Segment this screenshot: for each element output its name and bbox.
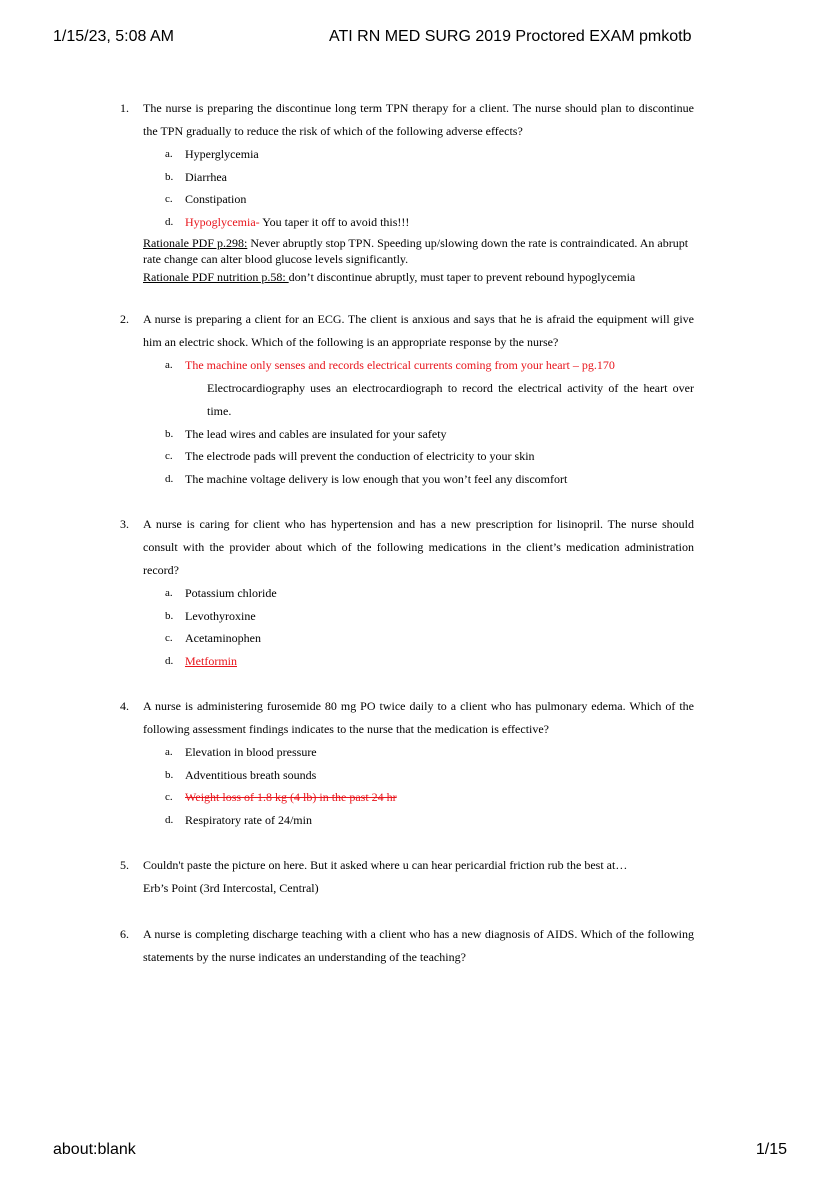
option-c xyxy=(120,188,694,211)
option-text: Potassium chloride xyxy=(185,586,277,600)
question-number: 6. xyxy=(120,927,129,941)
option-d-correct xyxy=(120,211,694,234)
question-stem: A nurse is administering furosemide 80 mg PO twice daily to a client who has pulmonary edema. Which of the following assessment findings indicates to the nurse that the medication is effective? xyxy=(143,699,694,736)
question-5 xyxy=(120,854,694,900)
answer-options xyxy=(120,354,694,490)
option-letter: d. xyxy=(165,813,174,826)
question-6 xyxy=(120,923,694,969)
option-letter: b. xyxy=(165,427,174,440)
option-text: Acetaminophen xyxy=(185,631,261,645)
question-stem: A nurse is completing discharge teaching with a client who has a new diagnosis of AIDS. Which of the following statements by the nurse indicates an understanding of the teaching? xyxy=(143,927,694,964)
option-text: Hyperglycemia xyxy=(185,147,259,161)
question-number: 2. xyxy=(120,312,129,326)
question-2 xyxy=(120,308,694,490)
option-d xyxy=(120,468,694,491)
question-stem: A nurse is preparing a client for an ECG. The client is anxious and says that he is afraid the equipment will give him an electric shock. Which of the following is an appropriate response by the nurse? xyxy=(143,312,694,349)
option-text: The machine voltage delivery is low enough that you won’t feel any discomfort xyxy=(185,471,568,486)
option-letter: b. xyxy=(165,170,174,183)
answer-options xyxy=(120,741,694,831)
question-number: 4. xyxy=(120,699,129,713)
option-b xyxy=(120,764,694,787)
option-text: The lead wires and cables are insulated for your safety xyxy=(185,426,447,441)
question-number: 3. xyxy=(120,517,129,531)
correct-answer: Metformin xyxy=(185,653,237,668)
option-b xyxy=(120,423,694,446)
option-a-correct xyxy=(120,354,694,377)
print-timestamp: 1/15/23, 5:08 AM xyxy=(53,28,174,45)
option-b xyxy=(120,166,694,189)
option-c xyxy=(120,627,694,650)
question-answer: Erb’s Point (3rd Intercostal, Central) xyxy=(143,881,319,895)
question-stem: Couldn't paste the picture on here. But it asked where u can hear pericardial friction rub the best at… xyxy=(143,858,628,872)
answer-note: You taper it off to avoid this!!! xyxy=(259,214,410,229)
option-letter: a. xyxy=(165,148,173,160)
option-d-correct xyxy=(120,650,694,673)
option-letter: c. xyxy=(165,193,173,205)
option-letter: b. xyxy=(165,609,174,622)
correct-answer: Hypoglycemia- xyxy=(185,214,260,229)
page-number: 1/15 xyxy=(755,1141,787,1158)
option-letter: a. xyxy=(165,587,173,599)
page-url: about:blank xyxy=(53,1141,136,1158)
question-1 xyxy=(120,97,694,285)
question-3 xyxy=(120,513,694,672)
option-b xyxy=(120,605,694,628)
correct-answer: Weight loss of 1.8 kg (4 lb) in the past 24 hr xyxy=(185,790,397,804)
option-letter: c. xyxy=(165,632,173,644)
rationale-pdf xyxy=(120,235,694,267)
option-text: Adventitious breath sounds xyxy=(185,767,317,782)
question-number: 5. xyxy=(120,858,129,872)
correct-answer: The machine only senses and records electrical currents coming from your heart – pg.170 xyxy=(185,358,615,372)
option-a xyxy=(120,741,694,764)
rationale-text: Never abruptly stop TPN. Speeding up/slowing down the rate is contraindicated. An abrupt rate change can alter blood glucose levels significantly. xyxy=(143,236,689,266)
exam-document xyxy=(120,97,694,992)
option-a xyxy=(120,143,694,166)
option-text: The electrode pads will prevent the conduction of electricity to your skin xyxy=(185,449,535,463)
option-letter: c. xyxy=(165,791,173,803)
rationale-text: don’t discontinue abruptly, must taper to prevent rebound hypoglycemia xyxy=(288,270,636,284)
rationale-label: Rationale PDF p.298: xyxy=(143,236,248,250)
option-letter: d. xyxy=(165,215,174,228)
option-d xyxy=(120,809,694,832)
option-text: Diarrhea xyxy=(185,169,227,184)
option-text: Respiratory rate of 24/min xyxy=(185,812,312,827)
answer-options xyxy=(120,582,694,672)
answer-options xyxy=(120,143,694,233)
rationale-nutrition xyxy=(120,269,694,285)
rationale-label: Rationale PDF nutrition p.58: xyxy=(143,270,289,284)
option-text: Elevation in blood pressure xyxy=(185,745,317,759)
question-4 xyxy=(120,695,694,831)
option-text xyxy=(185,211,694,234)
question-stem: A nurse is caring for client who has hypertension and has a new prescription for lisinopril. The nurse should consult with the provider about which of the following medications in the client’s medication administration record? xyxy=(143,517,694,577)
option-letter: c. xyxy=(165,450,173,462)
answer-explanation: Electrocardiography uses an electrocardiograph to record the electrical activity of the heart over time. xyxy=(207,380,694,418)
option-c xyxy=(120,445,694,468)
option-letter: b. xyxy=(165,768,174,781)
document-title: ATI RN MED SURG 2019 Proctored EXAM pmkotb xyxy=(329,28,692,45)
option-letter: a. xyxy=(165,746,173,758)
question-number: 1. xyxy=(120,101,129,115)
option-letter: d. xyxy=(165,472,174,485)
option-c-correct xyxy=(120,786,694,809)
option-text: Levothyroxine xyxy=(185,608,256,623)
question-stem: The nurse is preparing the discontinue long term TPN therapy for a client. The nurse should plan to discontinue the TPN gradually to reduce the risk of which of the following adverse effects? xyxy=(143,101,694,138)
option-letter: d. xyxy=(165,654,174,667)
option-text: Constipation xyxy=(185,192,247,206)
option-letter: a. xyxy=(165,359,173,371)
option-a xyxy=(120,582,694,605)
